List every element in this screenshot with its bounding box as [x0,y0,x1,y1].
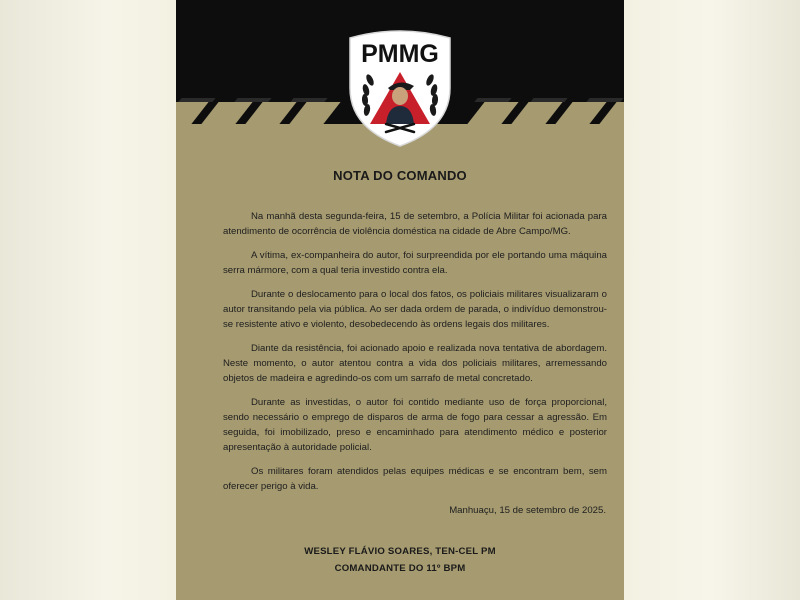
header-stripe [289,102,340,124]
paragraph: Diante da resistência, foi acionado apoio e realizada nova tentativa de abordagem. Neste momento, o autor atentou contra a vida dos policiais militares, arremessando objetos de madeira e agredindo-os com um sarrafo de metal concretado. [223,343,607,384]
paragraph: Na manhã desta segunda-feira, 15 de setembro, a Polícia Militar foi acionada para atendimento de ocorrência de violência doméstica na cidade de Abre Campo/MG. [223,211,607,237]
header-stripe [555,102,606,124]
signature-role: COMANDANTE DO 11º BPM [334,563,466,574]
page-title: NOTA DO COMANDO [333,168,467,183]
paragraph: Durante as investidas, o autor foi contido mediante uso de força proporcional, sendo necessário o emprego de disparos de arma de fogo para cessar a agressão. Em seguida, foi imobilizado, preso e encaminhado para atendimento médico e posterior apresentação à autoridade policial. [223,397,607,453]
header-stripe [201,102,252,124]
note-body [223,209,607,503]
official-note-document [176,0,624,600]
page-background-left [0,0,176,600]
paragraph: Durante o deslocamento para o local dos fatos, os policiais militares visualizaram o autor transitando pela via pública. Ao ser dada ordem de parada, o indivíduo demonstrou-se resistente ativo e violento, desobedecendo às ordens legais dos militares. [223,289,607,330]
paragraph: A vítima, ex-companheira do autor, foi surpreendida por ele portando uma máquina serra mármore, com a qual teria investido contra ela. [223,250,607,276]
logo-text: PMMG [361,40,439,68]
page-background-right [624,0,800,600]
header-stripe [511,102,562,124]
pmmg-shield-icon [346,28,454,148]
signature-name: WESLEY FLÁVIO SOARES, TEN-CEL PM [304,546,496,557]
paragraph: Os militares foram atendidos pelas equipes médicas e se encontram bem, sem oferecer perigo à vida. [223,466,607,492]
header-stripe [245,102,296,124]
place-and-date: Manhuaçu, 15 de setembro de 2025. [449,505,606,516]
header-stripe [467,102,518,124]
